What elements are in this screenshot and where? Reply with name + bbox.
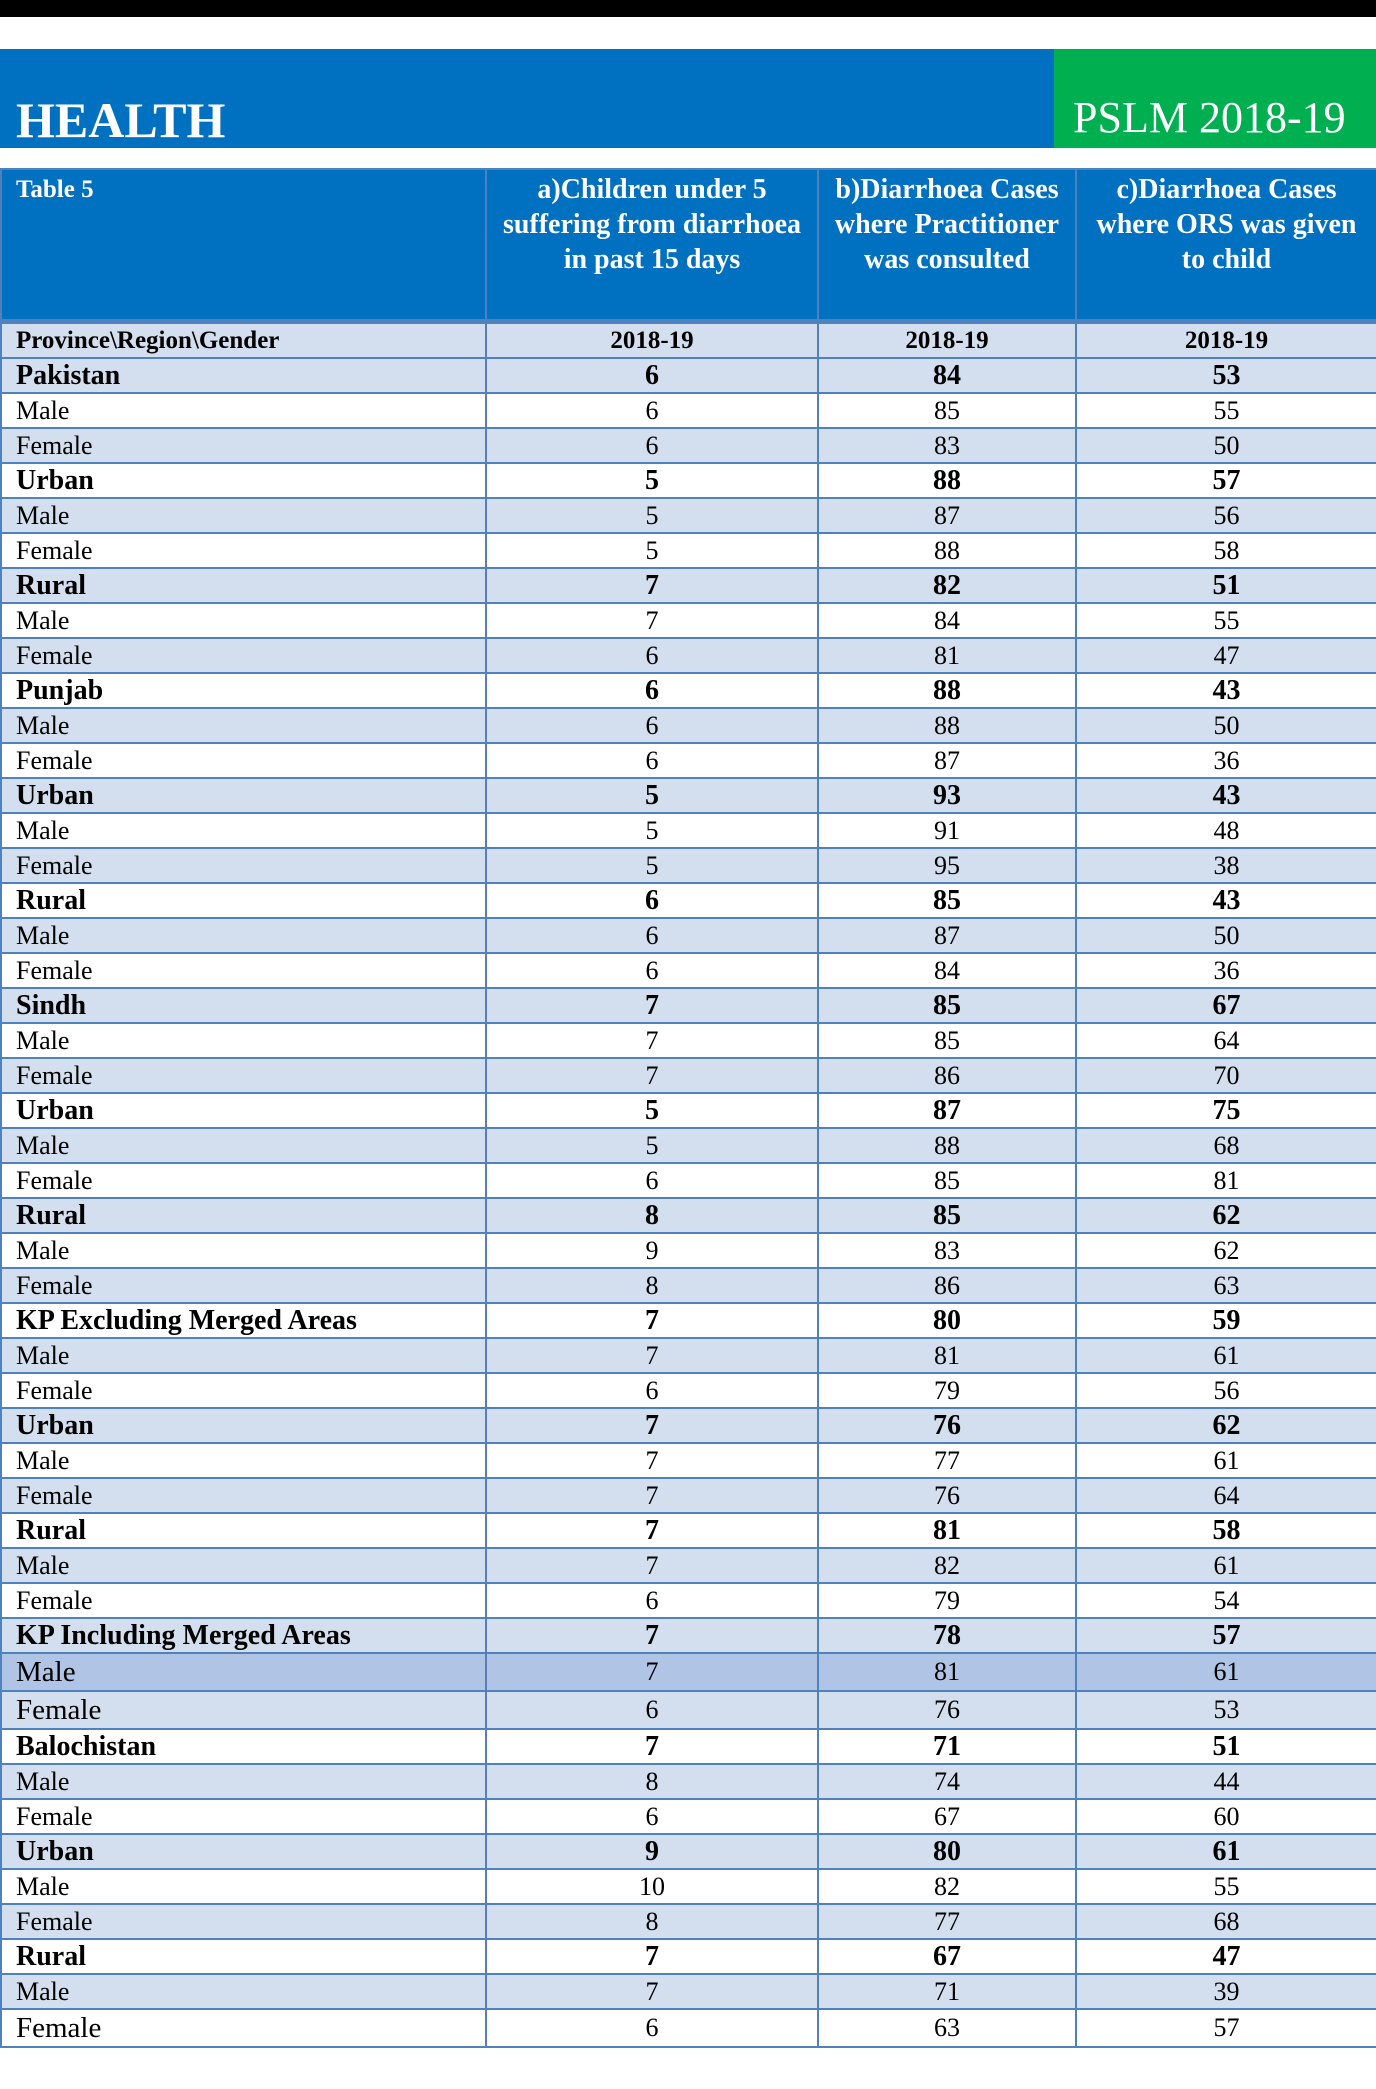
value-cell: 7	[486, 1023, 818, 1058]
value-cell: 7	[486, 1974, 818, 2009]
value-cell: 7	[486, 1513, 818, 1548]
row-label: Male	[1, 1443, 486, 1478]
value-cell: 55	[1076, 393, 1376, 428]
table-row	[1, 1799, 1376, 1834]
value-cell: 62	[1076, 1408, 1376, 1443]
row-label: Female	[1, 428, 486, 463]
value-cell: 6	[486, 393, 818, 428]
value-cell: 5	[486, 1128, 818, 1163]
table-row	[1, 1513, 1376, 1548]
value-cell: 9	[486, 1233, 818, 1268]
row-label: Pakistan	[1, 358, 486, 393]
row-label: KP Excluding Merged Areas	[1, 1303, 486, 1338]
column-header-children-diarrhoea: a)Children under 5 suffering from diarrhoea in past 15 days	[486, 169, 818, 322]
value-cell: 6	[486, 1799, 818, 1834]
diarrhoea-statistics-table	[0, 168, 1376, 2048]
value-cell: 86	[818, 1058, 1076, 1093]
value-cell: 5	[486, 533, 818, 568]
table-row	[1, 533, 1376, 568]
section-title: HEALTH	[16, 92, 226, 148]
value-cell: 64	[1076, 1023, 1376, 1058]
row-label: Male	[1, 1653, 486, 1691]
table-row	[1, 1093, 1376, 1128]
table-row	[1, 1653, 1376, 1691]
table-row	[1, 1408, 1376, 1443]
row-label: Urban	[1, 1093, 486, 1128]
row-label: Female	[1, 533, 486, 568]
value-cell: 43	[1076, 883, 1376, 918]
table-row	[1, 673, 1376, 708]
value-cell: 8	[486, 1764, 818, 1799]
year-cell: 2018-19	[818, 322, 1076, 359]
value-cell: 74	[818, 1764, 1076, 1799]
value-cell: 78	[818, 1618, 1076, 1653]
value-cell: 54	[1076, 1583, 1376, 1618]
value-cell: 77	[818, 1443, 1076, 1478]
value-cell: 53	[1076, 1691, 1376, 1729]
value-cell: 6	[486, 428, 818, 463]
value-cell: 67	[1076, 988, 1376, 1023]
table-row	[1, 393, 1376, 428]
row-label: Balochistan	[1, 1729, 486, 1764]
value-cell: 7	[486, 1408, 818, 1443]
value-cell: 85	[818, 1023, 1076, 1058]
table-row	[1, 1691, 1376, 1729]
row-label: Punjab	[1, 673, 486, 708]
value-cell: 55	[1076, 603, 1376, 638]
table-row	[1, 848, 1376, 883]
value-cell: 5	[486, 498, 818, 533]
row-header-label: Province\Region\Gender	[1, 322, 486, 359]
row-label: Female	[1, 1799, 486, 1834]
value-cell: 61	[1076, 1834, 1376, 1869]
value-cell: 85	[818, 1163, 1076, 1198]
value-cell: 87	[818, 498, 1076, 533]
value-cell: 8	[486, 1904, 818, 1939]
value-cell: 75	[1076, 1093, 1376, 1128]
row-label: Female	[1, 1268, 486, 1303]
row-label: Rural	[1, 1939, 486, 1974]
top-black-bar	[0, 0, 1376, 17]
value-cell: 8	[486, 1268, 818, 1303]
table-row	[1, 2009, 1376, 2047]
table-row	[1, 463, 1376, 498]
section-banner	[0, 49, 1054, 148]
table-row	[1, 603, 1376, 638]
table-row	[1, 1338, 1376, 1373]
row-label: KP Including Merged Areas	[1, 1618, 486, 1653]
value-cell: 6	[486, 1163, 818, 1198]
value-cell: 77	[818, 1904, 1076, 1939]
value-cell: 7	[486, 1939, 818, 1974]
value-cell: 7	[486, 568, 818, 603]
value-cell: 6	[486, 743, 818, 778]
row-label: Female	[1, 638, 486, 673]
value-cell: 84	[818, 603, 1076, 638]
value-cell: 56	[1076, 498, 1376, 533]
table-row	[1, 918, 1376, 953]
value-cell: 86	[818, 1268, 1076, 1303]
value-cell: 5	[486, 463, 818, 498]
value-cell: 7	[486, 1443, 818, 1478]
value-cell: 38	[1076, 848, 1376, 883]
table-row	[1, 1303, 1376, 1338]
value-cell: 81	[1076, 1163, 1376, 1198]
value-cell: 6	[486, 1691, 818, 1729]
value-cell: 50	[1076, 708, 1376, 743]
value-cell: 61	[1076, 1338, 1376, 1373]
row-label: Female	[1, 1058, 486, 1093]
row-label: Male	[1, 1869, 486, 1904]
value-cell: 76	[818, 1408, 1076, 1443]
value-cell: 60	[1076, 1799, 1376, 1834]
value-cell: 5	[486, 848, 818, 883]
value-cell: 6	[486, 2009, 818, 2047]
row-label: Urban	[1, 463, 486, 498]
value-cell: 36	[1076, 743, 1376, 778]
table-row	[1, 1478, 1376, 1513]
table-row	[1, 883, 1376, 918]
table-row	[1, 1618, 1376, 1653]
value-cell: 85	[818, 988, 1076, 1023]
table-row	[1, 1058, 1376, 1093]
table-row	[1, 1373, 1376, 1408]
value-cell: 85	[818, 883, 1076, 918]
value-cell: 88	[818, 708, 1076, 743]
row-label: Female	[1, 1373, 486, 1408]
value-cell: 71	[818, 1729, 1076, 1764]
value-cell: 5	[486, 813, 818, 848]
value-cell: 7	[486, 1729, 818, 1764]
value-cell: 79	[818, 1583, 1076, 1618]
value-cell: 7	[486, 1548, 818, 1583]
row-label: Male	[1, 918, 486, 953]
table-row	[1, 638, 1376, 673]
table-row	[1, 1904, 1376, 1939]
table-row	[1, 1443, 1376, 1478]
value-cell: 44	[1076, 1764, 1376, 1799]
value-cell: 88	[818, 1128, 1076, 1163]
column-header-practitioner-consulted: b)Diarrhoea Cases where Practitioner was consulted	[818, 169, 1076, 322]
table-row	[1, 1764, 1376, 1799]
value-cell: 79	[818, 1373, 1076, 1408]
table-row	[1, 1198, 1376, 1233]
value-cell: 80	[818, 1834, 1076, 1869]
value-cell: 7	[486, 603, 818, 638]
value-cell: 7	[486, 1478, 818, 1513]
value-cell: 59	[1076, 1303, 1376, 1338]
value-cell: 7	[486, 1653, 818, 1691]
table-label: Table 5	[1, 169, 486, 322]
value-cell: 76	[818, 1478, 1076, 1513]
row-label: Urban	[1, 1834, 486, 1869]
value-cell: 43	[1076, 673, 1376, 708]
value-cell: 76	[818, 1691, 1076, 1729]
value-cell: 7	[486, 1058, 818, 1093]
table-row	[1, 988, 1376, 1023]
row-label: Male	[1, 1974, 486, 2009]
row-label: Rural	[1, 1198, 486, 1233]
table-row	[1, 1128, 1376, 1163]
row-label: Female	[1, 1583, 486, 1618]
table-row	[1, 708, 1376, 743]
value-cell: 67	[818, 1939, 1076, 1974]
value-cell: 84	[818, 358, 1076, 393]
column-header-ors-given: c)Diarrhoea Cases where ORS was given to child	[1076, 169, 1376, 322]
value-cell: 80	[818, 1303, 1076, 1338]
value-cell: 50	[1076, 428, 1376, 463]
table-row	[1, 813, 1376, 848]
value-cell: 88	[818, 673, 1076, 708]
year-row	[1, 322, 1376, 359]
value-cell: 81	[818, 1338, 1076, 1373]
row-label: Rural	[1, 1513, 486, 1548]
year-cell: 2018-19	[486, 322, 818, 359]
row-label: Male	[1, 1548, 486, 1583]
value-cell: 57	[1076, 463, 1376, 498]
value-cell: 58	[1076, 1513, 1376, 1548]
table-row	[1, 1939, 1376, 1974]
value-cell: 6	[486, 358, 818, 393]
value-cell: 87	[818, 743, 1076, 778]
value-cell: 36	[1076, 953, 1376, 988]
value-cell: 93	[818, 778, 1076, 813]
value-cell: 6	[486, 1373, 818, 1408]
value-cell: 82	[818, 1548, 1076, 1583]
value-cell: 39	[1076, 1974, 1376, 2009]
value-cell: 48	[1076, 813, 1376, 848]
row-label: Female	[1, 1478, 486, 1513]
value-cell: 68	[1076, 1904, 1376, 1939]
table-row	[1, 953, 1376, 988]
value-cell: 61	[1076, 1653, 1376, 1691]
value-cell: 87	[818, 918, 1076, 953]
row-label: Male	[1, 813, 486, 848]
table-row	[1, 1974, 1376, 2009]
row-label: Sindh	[1, 988, 486, 1023]
row-label: Male	[1, 603, 486, 638]
table-row	[1, 498, 1376, 533]
table-row	[1, 1163, 1376, 1198]
row-label: Urban	[1, 1408, 486, 1443]
value-cell: 5	[486, 778, 818, 813]
table-row	[1, 568, 1376, 603]
value-cell: 85	[818, 1198, 1076, 1233]
row-label: Rural	[1, 568, 486, 603]
table-row	[1, 1233, 1376, 1268]
value-cell: 6	[486, 1583, 818, 1618]
value-cell: 6	[486, 918, 818, 953]
value-cell: 62	[1076, 1198, 1376, 1233]
value-cell: 57	[1076, 1618, 1376, 1653]
value-cell: 6	[486, 638, 818, 673]
table-row	[1, 428, 1376, 463]
value-cell: 62	[1076, 1233, 1376, 1268]
value-cell: 95	[818, 848, 1076, 883]
survey-banner	[1054, 49, 1376, 148]
value-cell: 9	[486, 1834, 818, 1869]
value-cell: 83	[818, 1233, 1076, 1268]
value-cell: 67	[818, 1799, 1076, 1834]
survey-label: PSLM 2018-19	[1073, 93, 1346, 142]
value-cell: 68	[1076, 1128, 1376, 1163]
value-cell: 70	[1076, 1058, 1376, 1093]
value-cell: 7	[486, 988, 818, 1023]
row-label: Urban	[1, 778, 486, 813]
row-label: Male	[1, 1233, 486, 1268]
value-cell: 81	[818, 638, 1076, 673]
row-label: Female	[1, 1691, 486, 1729]
value-cell: 6	[486, 708, 818, 743]
value-cell: 43	[1076, 778, 1376, 813]
row-label: Rural	[1, 883, 486, 918]
value-cell: 8	[486, 1198, 818, 1233]
value-cell: 63	[818, 2009, 1076, 2047]
table-row	[1, 1583, 1376, 1618]
value-cell: 64	[1076, 1478, 1376, 1513]
row-label: Male	[1, 498, 486, 533]
value-cell: 81	[818, 1513, 1076, 1548]
table-row	[1, 1268, 1376, 1303]
value-cell: 6	[486, 883, 818, 918]
value-cell: 6	[486, 953, 818, 988]
value-cell: 10	[486, 1869, 818, 1904]
value-cell: 51	[1076, 568, 1376, 603]
value-cell: 53	[1076, 358, 1376, 393]
value-cell: 6	[486, 673, 818, 708]
value-cell: 51	[1076, 1729, 1376, 1764]
row-label: Female	[1, 743, 486, 778]
table-row	[1, 1023, 1376, 1058]
row-label: Female	[1, 848, 486, 883]
row-label: Male	[1, 393, 486, 428]
value-cell: 7	[486, 1338, 818, 1373]
value-cell: 5	[486, 1093, 818, 1128]
column-header-row	[1, 169, 1376, 322]
row-label: Male	[1, 1338, 486, 1373]
value-cell: 55	[1076, 1869, 1376, 1904]
value-cell: 84	[818, 953, 1076, 988]
table-row	[1, 1869, 1376, 1904]
row-label: Male	[1, 1764, 486, 1799]
value-cell: 88	[818, 533, 1076, 568]
value-cell: 87	[818, 1093, 1076, 1128]
row-label: Male	[1, 1023, 486, 1058]
row-label: Male	[1, 1128, 486, 1163]
row-label: Male	[1, 708, 486, 743]
value-cell: 61	[1076, 1548, 1376, 1583]
row-label: Female	[1, 953, 486, 988]
value-cell: 56	[1076, 1373, 1376, 1408]
value-cell: 88	[818, 463, 1076, 498]
year-cell: 2018-19	[1076, 322, 1376, 359]
value-cell: 57	[1076, 2009, 1376, 2047]
value-cell: 50	[1076, 918, 1376, 953]
value-cell: 7	[486, 1618, 818, 1653]
value-cell: 63	[1076, 1268, 1376, 1303]
value-cell: 61	[1076, 1443, 1376, 1478]
row-label: Female	[1, 1904, 486, 1939]
row-label: Female	[1, 1163, 486, 1198]
table-row	[1, 743, 1376, 778]
value-cell: 81	[818, 1653, 1076, 1691]
value-cell: 82	[818, 1869, 1076, 1904]
value-cell: 58	[1076, 533, 1376, 568]
table-row	[1, 1834, 1376, 1869]
value-cell: 85	[818, 393, 1076, 428]
table-row	[1, 1548, 1376, 1583]
value-cell: 47	[1076, 1939, 1376, 1974]
table-row	[1, 358, 1376, 393]
table-row	[1, 1729, 1376, 1764]
value-cell: 82	[818, 568, 1076, 603]
value-cell: 7	[486, 1303, 818, 1338]
row-label: Female	[1, 2009, 486, 2047]
table-row	[1, 778, 1376, 813]
value-cell: 47	[1076, 638, 1376, 673]
value-cell: 91	[818, 813, 1076, 848]
value-cell: 83	[818, 428, 1076, 463]
value-cell: 71	[818, 1974, 1076, 2009]
